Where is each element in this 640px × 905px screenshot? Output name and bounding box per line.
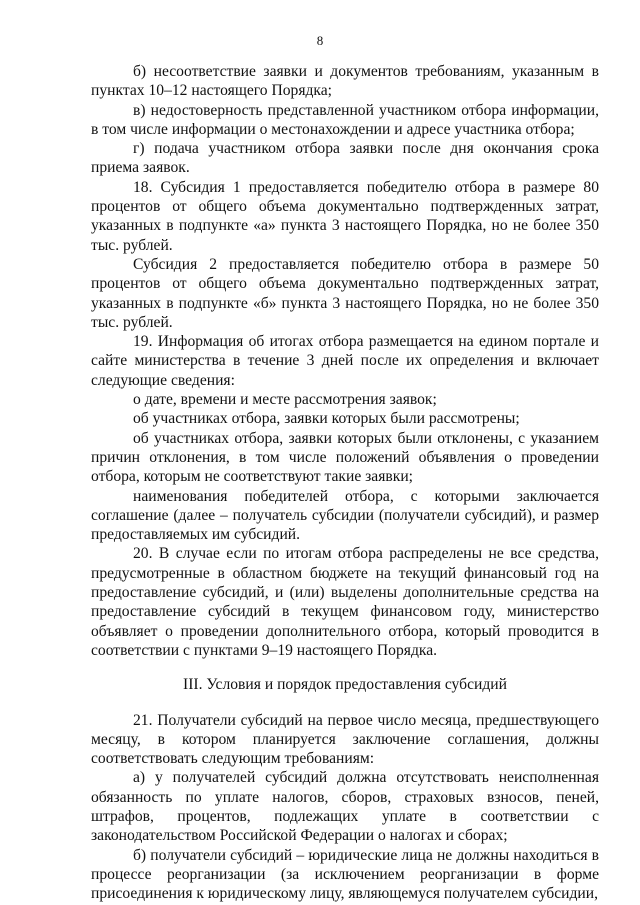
paragraph-17g: г) подача участником отбора заявки после дня окончания срока приема заявок. bbox=[91, 140, 599, 177]
paragraph-21: 21. Получатели субсидий на первое число месяца, предшествующего месяцу, в котором планируется заключение соглашения, должны соответствовать следующим требованиям: bbox=[91, 711, 599, 768]
paragraph-17v: в) недостоверность представленной участником отбора информации, в том числе информации о местонахождении и адресе участника отбора; bbox=[91, 101, 599, 138]
paragraph-18-subsidy-2: Субсидия 2 предоставляется победителю отбора в размере 50 процентов от общего объема документально подтвержденных затрат, указанных в подпункте «б» пункта 3 настоящего Порядка, но не более 350 тыс. рублей. bbox=[91, 255, 599, 331]
paragraph-21a: а) у получателей субсидий должна отсутствовать неисполненная обязанность по уплате налогов, сборов, страховых взносов, пеней, штрафов, процентов, подлежащих уплате в соответствии с законодательством Российской Федерации о налогах и сборах; bbox=[91, 769, 599, 845]
paragraph-21b: б) получатели субсидий – юридические лица не должны находиться в процессе реорганизации (за исключением реорганизации в форме присоединения к юридическому лицу, являющемуся получателем субсидии, bbox=[91, 846, 599, 903]
document-body bbox=[91, 62, 599, 903]
section-heading: III. Условия и порядок предоставления субсидий bbox=[183, 676, 507, 694]
paragraph-17b: б) несоответствие заявки и документов требованиям, указанным в пунктах 10–12 настоящего Порядка; bbox=[91, 63, 599, 100]
page-number: 8 bbox=[316, 33, 324, 48]
paragraph-19-item-date: о дате, времени и месте рассмотрения заявок; bbox=[133, 391, 437, 409]
paragraph-19-item-winners: наименования победителей отбора, с которыми заключается соглашение (далее – получатель субсидии (получатели субсидий), и размер предоставляемых им субсидий. bbox=[91, 487, 599, 544]
paragraph-19-item-reviewed: об участниках отбора, заявки которых были рассмотрены; bbox=[133, 410, 520, 428]
paragraph-18-subsidy-1: 18. Субсидия 1 предоставляется победителю отбора в размере 80 процентов от общего объема документально подтвержденных затрат, указанных в подпункте «а» пункта 3 настоящего Порядка, но не более 350 тыс. рублей. bbox=[91, 178, 599, 254]
paragraph-19: 19. Информация об итогах отбора размещается на едином портале и сайте министерства в течение 3 дней после их определения и включает следующие сведения: bbox=[91, 333, 599, 389]
paragraph-20: 20. В случае если по итогам отбора распределены не все средства, предусмотренные в областном бюджете на текущий финансовый год на предоставление субсидий, и (или) выделены дополнительные средства на предоставление субсидий в текущем финансовом году, министерство объявляет о проведении дополнительного отбора, который проводится в соответствии с пунктами 9–19 настоящего Порядка. bbox=[91, 545, 599, 659]
paragraph-19-item-rejected: об участниках отбора, заявки которых были отклонены, с указанием причин отклонения, в том числе положений объявления о проведении отбора, которым не соответствуют такие заявки; bbox=[91, 429, 599, 486]
